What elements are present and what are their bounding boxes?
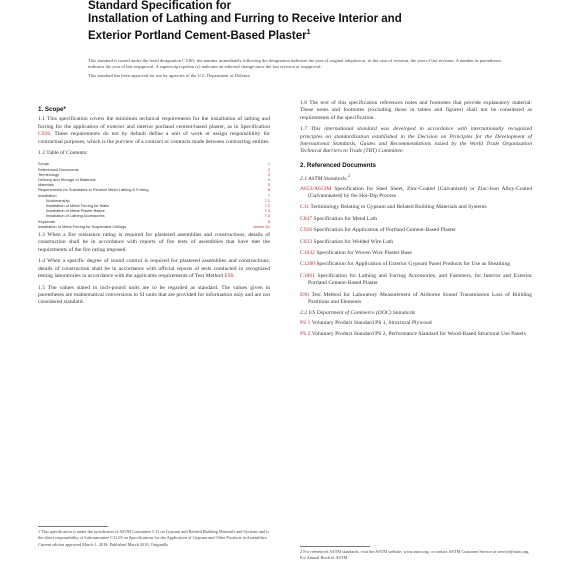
reference-code-link[interactable]: PS 2 xyxy=(300,331,311,338)
reference-item xyxy=(300,250,532,257)
toc-title: Installation of Metal Furring for Walls xyxy=(46,203,109,209)
title-line-2: Installation of Lathing and Furring to Receive Interior and xyxy=(88,13,402,25)
reference-code-link[interactable]: PS 1 xyxy=(300,319,311,326)
scope-paragraph-1-4: 1.4 When a specific degree of sound control is required for plastered assemblies and constructions, details of construction shall be in accordance with official reports of tests conducted in recognized testing laboratories in accordance with the applicable requirements of Test Method E90. xyxy=(38,258,270,280)
reference-code-link[interactable]: A653/A653M xyxy=(300,185,332,192)
title-line-3: Exterior Portland Cement-Based Plaster$^1$ xyxy=(88,29,311,42)
toc-section-number[interactable]: 7.2 xyxy=(264,203,270,209)
reference-item xyxy=(300,292,532,307)
footnote-2: 2 For referenced ASTM standards, visit the ASTM website, www.astm.org, or contact ASTM Customer Service at service@astm.org. For Annual Book of ASTM xyxy=(300,549,530,560)
toc-title: Materials xyxy=(38,182,54,188)
scope-paragraph-1-6: 1.6 The text of this specification references notes and footnotes that provide explanatory material. These notes and footnotes (excluding those in tables and figures) shall not be considered as requirements of the specification. xyxy=(300,100,532,121)
footnote-divider xyxy=(38,526,108,527)
scope-heading: 1. Scope* xyxy=(38,106,66,113)
scope-paragraph-1-7: 1.7 This international standard was developed in accordance with internationally recognized principles on standardization established in the Decision on Principles for the Development of International Standards, Guides and Recommendations issued by the World Trade Organization Technical Barriers to Trade (TBT) Committee. xyxy=(300,126,532,155)
reference-title: Voluntary Product Standard PS 2, Performance Standard for Wood-Based Structural Use Panels xyxy=(310,331,526,338)
reference-title: Voluntary Product Standard PS 1, Structural Plywood xyxy=(310,319,432,326)
toc-section-number[interactable]: 3 xyxy=(267,171,270,177)
designation-notice: This standard is issued under the fixed designation C1063; the number immediately following the designation indicates the year of original adoption or, in the case of revision, the year of last revision. A number in parentheses indicates the year of last reapproval. A superscript epsilon (ε) indicates an editorial change since the last revision or reapproval. xyxy=(88,58,502,69)
reference-item xyxy=(300,320,532,327)
reference-item xyxy=(300,186,532,201)
toc-title: Requirements for Substrates to Receive Metal Lathing & Furring xyxy=(38,187,149,193)
scope-paragraph-1-5: 1.5 The values stated in inch-pound units are to be regarded as standard. The values given in parentheses are mathematical conversions to SI units that are provided for information only and are not considered standard. xyxy=(38,284,270,306)
toc-row[interactable] xyxy=(38,224,270,229)
toc-section-number[interactable]: 7.3 xyxy=(264,208,270,214)
astm-standards-heading: 2.1 ASTM Standards:$^2$ xyxy=(300,173,351,183)
reference-title: Terminology Relating to Gypsum and Related Building Materials and Systems xyxy=(309,204,487,211)
reference-title: Specification for Application of Portland Cement-Based Plaster xyxy=(312,227,456,234)
reference-title: Test Method for Laboratory Measurement of Airborne Sound Transmission Loss of Building Partitions and Elements xyxy=(308,291,532,305)
document-title xyxy=(88,0,508,43)
toc-title: Installation of Metal Furring for Suspended Ceilings xyxy=(38,223,127,229)
toc-section-number[interactable]: 4 xyxy=(267,177,270,183)
scope-paragraph-1-1: 1.1 This specification covers the minimum technical requirements for the installation of lathing and furring for the application of exterior and interior portland cement-based plaster, as in Specification C926. These requirements do not by default define a unit of work or assign responsibility for contractual purposes, which is the purview of a contract or contracts made between contracting entities. xyxy=(38,116,270,145)
reference-title: Specification for Welded Wire Lath xyxy=(312,238,394,245)
table-of-contents xyxy=(38,161,270,229)
reference-item xyxy=(300,273,532,288)
toc-title: Referenced Documents xyxy=(38,166,79,172)
toc-section-number[interactable]: 7.4 xyxy=(264,213,270,219)
right-column xyxy=(300,100,532,343)
toc-title: Installation xyxy=(38,192,57,198)
astm-reference-list xyxy=(300,186,532,307)
toc-section-number[interactable]: Annex A1 xyxy=(253,223,270,229)
footnote-edition: Current edition approved March 1, 2018. Published March 2018. Originally xyxy=(38,542,169,548)
dod-approval-notice: This standard has been approved for use by agencies of the U.S. Department of Defense. xyxy=(88,73,251,78)
toc-section-number[interactable]: 7 xyxy=(267,192,270,198)
scope-paragraph-1-2: 1.2 Table of Contents: xyxy=(38,150,88,157)
c926-link[interactable]: C926 xyxy=(38,131,51,138)
reference-item xyxy=(300,331,532,338)
reference-item xyxy=(300,204,532,211)
reference-title: Specification for Steel Sheet, Zinc-Coated (Galvanized) or Zinc-Iron Alloy-Coated (Galvannealed) by the Hot-Dip Process xyxy=(308,185,532,199)
reference-code-link[interactable]: C1280 xyxy=(300,261,315,268)
reference-code-link[interactable]: C1032 xyxy=(300,249,315,256)
toc-section-number[interactable]: 6 xyxy=(267,187,270,193)
toc-title: Scope xyxy=(38,161,50,167)
title-line-1: Standard Specification for xyxy=(88,0,232,12)
reference-item xyxy=(300,239,532,246)
footnote-divider xyxy=(300,546,370,547)
reference-title: Specification for Lathing and Furring Accessories, and Fasteners, for Interior and Exterior Portland Cement-Based Plaster xyxy=(308,272,532,287)
toc-title: Delivery and Storage of Materials xyxy=(38,177,96,183)
toc-title: Installation of Lathing Accessories xyxy=(46,213,105,219)
reference-code-link[interactable]: C926 xyxy=(300,227,313,234)
reference-item xyxy=(300,227,532,234)
reference-item xyxy=(300,261,532,268)
left-footnotes xyxy=(38,520,270,550)
toc-title: Installation of Metal Plaster Bases xyxy=(46,208,105,214)
scope-paragraph-1-3: 1.3 When a fire resistance rating is required for plastered assemblies and constructions, details of construction shall be in accordance with reports of fire tests of assemblies that have met the requirements of the fire rating imposed. xyxy=(38,232,270,253)
reference-code-link[interactable]: C11 xyxy=(300,204,310,211)
e90-link[interactable]: E90 xyxy=(224,273,234,280)
toc-section-number[interactable]: 2 xyxy=(267,166,270,172)
toc-title: Terminology xyxy=(38,171,59,177)
footnote-1: 1 This specification is under the jurisdiction of ASTM Committee C11 on Gypsum and Related Building Materials and Systems and is the direct responsibility of Subcommittee C11.03 on Specifications for the Application of Gypsum and Other Products in Assemblies. xyxy=(38,529,270,540)
reference-code-link[interactable]: C933 xyxy=(300,238,313,245)
reference-code-link[interactable]: C1861 xyxy=(300,272,315,279)
right-footnotes xyxy=(300,540,532,562)
references-heading: 2. Referenced Documents xyxy=(300,161,376,169)
toc-section-number[interactable]: 7.1 xyxy=(264,197,270,203)
standard-notice xyxy=(88,58,508,82)
doc-standards-heading: 2.2 US Department of Commerce (DOC) Standards xyxy=(300,310,416,317)
doc-reference-list xyxy=(300,320,532,339)
reference-code-link[interactable]: C847 xyxy=(300,215,313,222)
reference-title: Specification for Woven Wire Plaster Base xyxy=(314,249,412,256)
toc-section-number[interactable]: 8 xyxy=(267,218,270,224)
left-column xyxy=(38,100,270,311)
reference-item xyxy=(300,216,532,223)
reference-code-link[interactable]: E90 xyxy=(300,291,310,298)
reference-title: Specification for Application of Exterior Gypsum Panel Products for Use as Sheathing xyxy=(314,261,511,268)
reference-title: Specification for Metal Lath xyxy=(312,215,378,222)
toc-title: Keywords xyxy=(38,218,56,224)
toc-section-number[interactable]: 1 xyxy=(267,161,270,167)
toc-title: Workmanship xyxy=(46,197,70,203)
toc-section-number[interactable]: 5 xyxy=(267,182,270,188)
title-footnote-mark: 1 xyxy=(306,29,311,36)
